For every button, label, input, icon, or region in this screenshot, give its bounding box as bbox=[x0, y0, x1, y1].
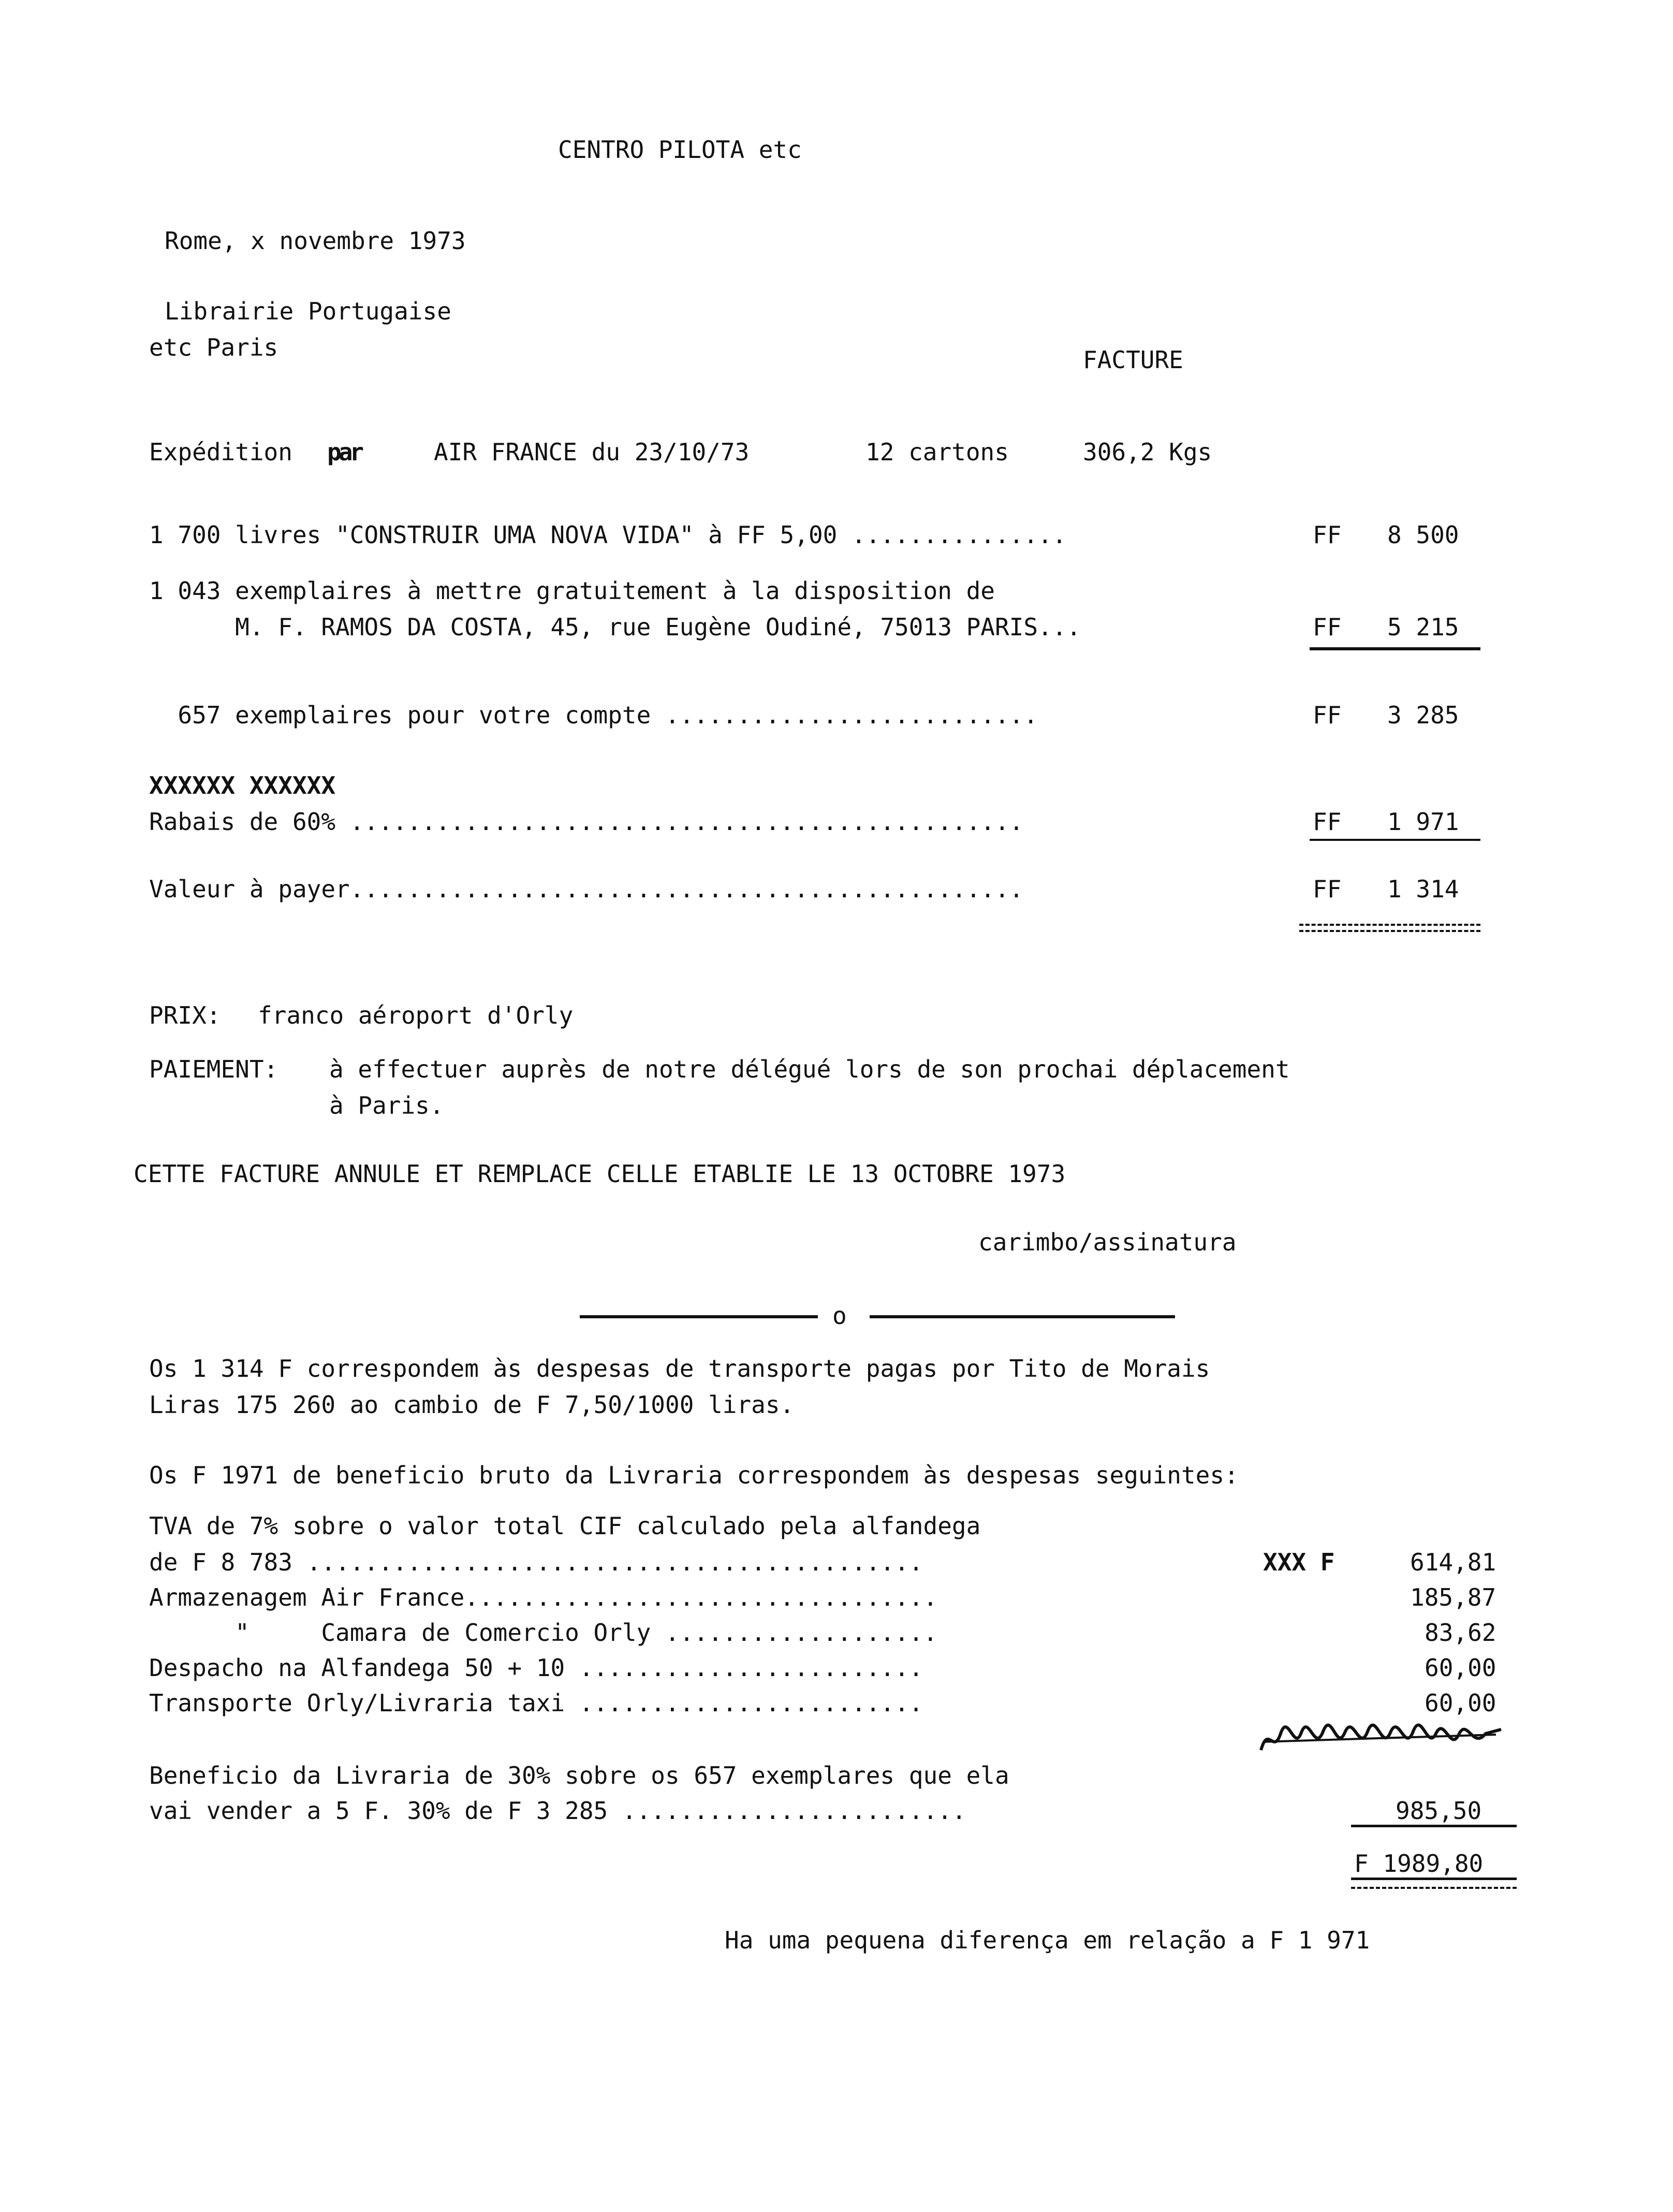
recipient-line1: Librairie Portugaise bbox=[165, 297, 451, 325]
expense-line-text: " Camara de Comercio Orly ................... bbox=[149, 1619, 938, 1647]
shipment-overstrike: par bbox=[327, 438, 361, 466]
separator-rule-left bbox=[580, 1315, 818, 1318]
expense-line-text: de F 8 783 ........................................... bbox=[149, 1548, 923, 1576]
grand-total-double-rule bbox=[1351, 1887, 1517, 1891]
shipment-weight: 306,2 Kgs bbox=[1083, 438, 1212, 466]
expense-line-amount: 60,00 bbox=[1425, 1654, 1496, 1682]
expense-line-amount: 83,62 bbox=[1425, 1619, 1496, 1647]
invoice-line-amount: 8 500 bbox=[1387, 521, 1459, 549]
prix-label: PRIX: bbox=[149, 1001, 221, 1029]
benefit-amount: 985,50 bbox=[1396, 1797, 1482, 1825]
grand-total-rule bbox=[1351, 1878, 1517, 1880]
invoice-line-amount: 1 314 bbox=[1387, 875, 1459, 903]
invoice-line-amount: 5 215 bbox=[1387, 613, 1459, 641]
expense-line-text: Armazenagem Air France................................. bbox=[149, 1583, 938, 1611]
total-double-rule bbox=[1299, 924, 1480, 928]
struck-out-text: XXXXXX XXXXXX bbox=[149, 772, 336, 799]
invoice-line-amount: 1 971 bbox=[1387, 808, 1459, 836]
invoice-line-text: Rabais de 60% ............................................... bbox=[149, 808, 1024, 836]
recipient-line2: etc Paris bbox=[149, 333, 278, 361]
shipment-carrier: AIR FRANCE du 23/10/73 bbox=[434, 438, 750, 466]
expense-line-currency: XXX F bbox=[1263, 1548, 1335, 1576]
expense-line-text: TVA de 7% sobre o valor total CIF calculado pela alfandega bbox=[149, 1512, 981, 1540]
shipment-cartons: 12 cartons bbox=[865, 438, 1009, 466]
invoice-line-currency: FF bbox=[1313, 521, 1342, 549]
paiement-text-2: à Paris. bbox=[329, 1092, 444, 1119]
separator-mark: o bbox=[832, 1302, 847, 1330]
shipment-label: Expédition bbox=[149, 438, 292, 466]
invoice-line-text: M. F. RAMOS DA COSTA, 45, rue Eugène Oudiné, 75013 PARIS... bbox=[149, 613, 1081, 641]
prix-text: franco aéroport d'Orly bbox=[258, 1001, 574, 1029]
invoice-line-text: 657 exemplaires pour votre compte .......................... bbox=[149, 701, 1038, 729]
expense-line-text: Transporte Orly/Livraria taxi ........................ bbox=[149, 1689, 923, 1717]
footnote: Ha uma pequena diferença em relação a F 1 971 bbox=[725, 1926, 1370, 1954]
benefit-line-2: vai vender a 5 F. 30% de F 3 285 ........................ bbox=[149, 1797, 966, 1825]
benefit-line-1: Beneficio da Livraria de 30% sobre os 657 exemplares que ela bbox=[149, 1762, 1009, 1789]
paiement-text-1: à effectuer auprès de notre délégué lors de son prochai déplacement bbox=[329, 1055, 1290, 1083]
invoice-line-currency: FF bbox=[1313, 875, 1342, 903]
note-paragraph-2: Os F 1971 de beneficio bruto da Livraria correspondem às despesas seguintes: bbox=[149, 1461, 1239, 1489]
invoice-line-amount: 3 285 bbox=[1387, 701, 1459, 729]
invoice-line-currency: FF bbox=[1313, 613, 1342, 641]
subtotal-rule bbox=[1310, 647, 1480, 650]
benefit-rule bbox=[1351, 1825, 1517, 1827]
expense-line-text: Despacho na Alfandega 50 + 10 ........................ bbox=[149, 1654, 923, 1682]
note-paragraph-1: Os 1 314 F correspondem às despesas de transporte pagas por Tito de Morais bbox=[149, 1355, 1210, 1382]
expense-line-amount: 60,00 bbox=[1425, 1689, 1496, 1717]
place-date: Rome, x novembre 1973 bbox=[165, 227, 466, 255]
invoice-line-text: Valeur à payer............................................... bbox=[149, 875, 1024, 903]
signature-label: carimbo/assinatura bbox=[978, 1228, 1237, 1256]
expense-line-amount: 614,81 bbox=[1410, 1548, 1496, 1576]
document-title: CENTRO PILOTA etc bbox=[558, 136, 802, 164]
invoice-line-currency: FF bbox=[1313, 701, 1342, 729]
note-paragraph-1b: Liras 175 260 ao cambio de F 7,50/1000 liras. bbox=[149, 1391, 795, 1419]
doc-type: FACTURE bbox=[1083, 346, 1183, 374]
paiement-label: PAIEMENT: bbox=[149, 1055, 278, 1083]
cancellation-notice: CETTE FACTURE ANNULE ET REMPLACE CELLE ETABLIE LE 13 OCTOBRE 1973 bbox=[134, 1160, 1066, 1188]
discount-rule bbox=[1310, 839, 1480, 841]
invoice-line-text: 1 700 livres "CONSTRUIR UMA NOVA VIDA" à FF 5,00 ............... bbox=[149, 521, 1067, 549]
grand-total: F 1989,80 bbox=[1354, 1850, 1484, 1878]
handwritten-scribble bbox=[1258, 1719, 1506, 1760]
total-double-rule bbox=[1299, 930, 1480, 934]
separator-rule-right bbox=[870, 1315, 1175, 1318]
expense-line-amount: 185,87 bbox=[1410, 1583, 1496, 1611]
invoice-line-currency: FF bbox=[1313, 808, 1342, 836]
invoice-line-text: 1 043 exemplaires à mettre gratuitement à la disposition de bbox=[149, 577, 995, 605]
